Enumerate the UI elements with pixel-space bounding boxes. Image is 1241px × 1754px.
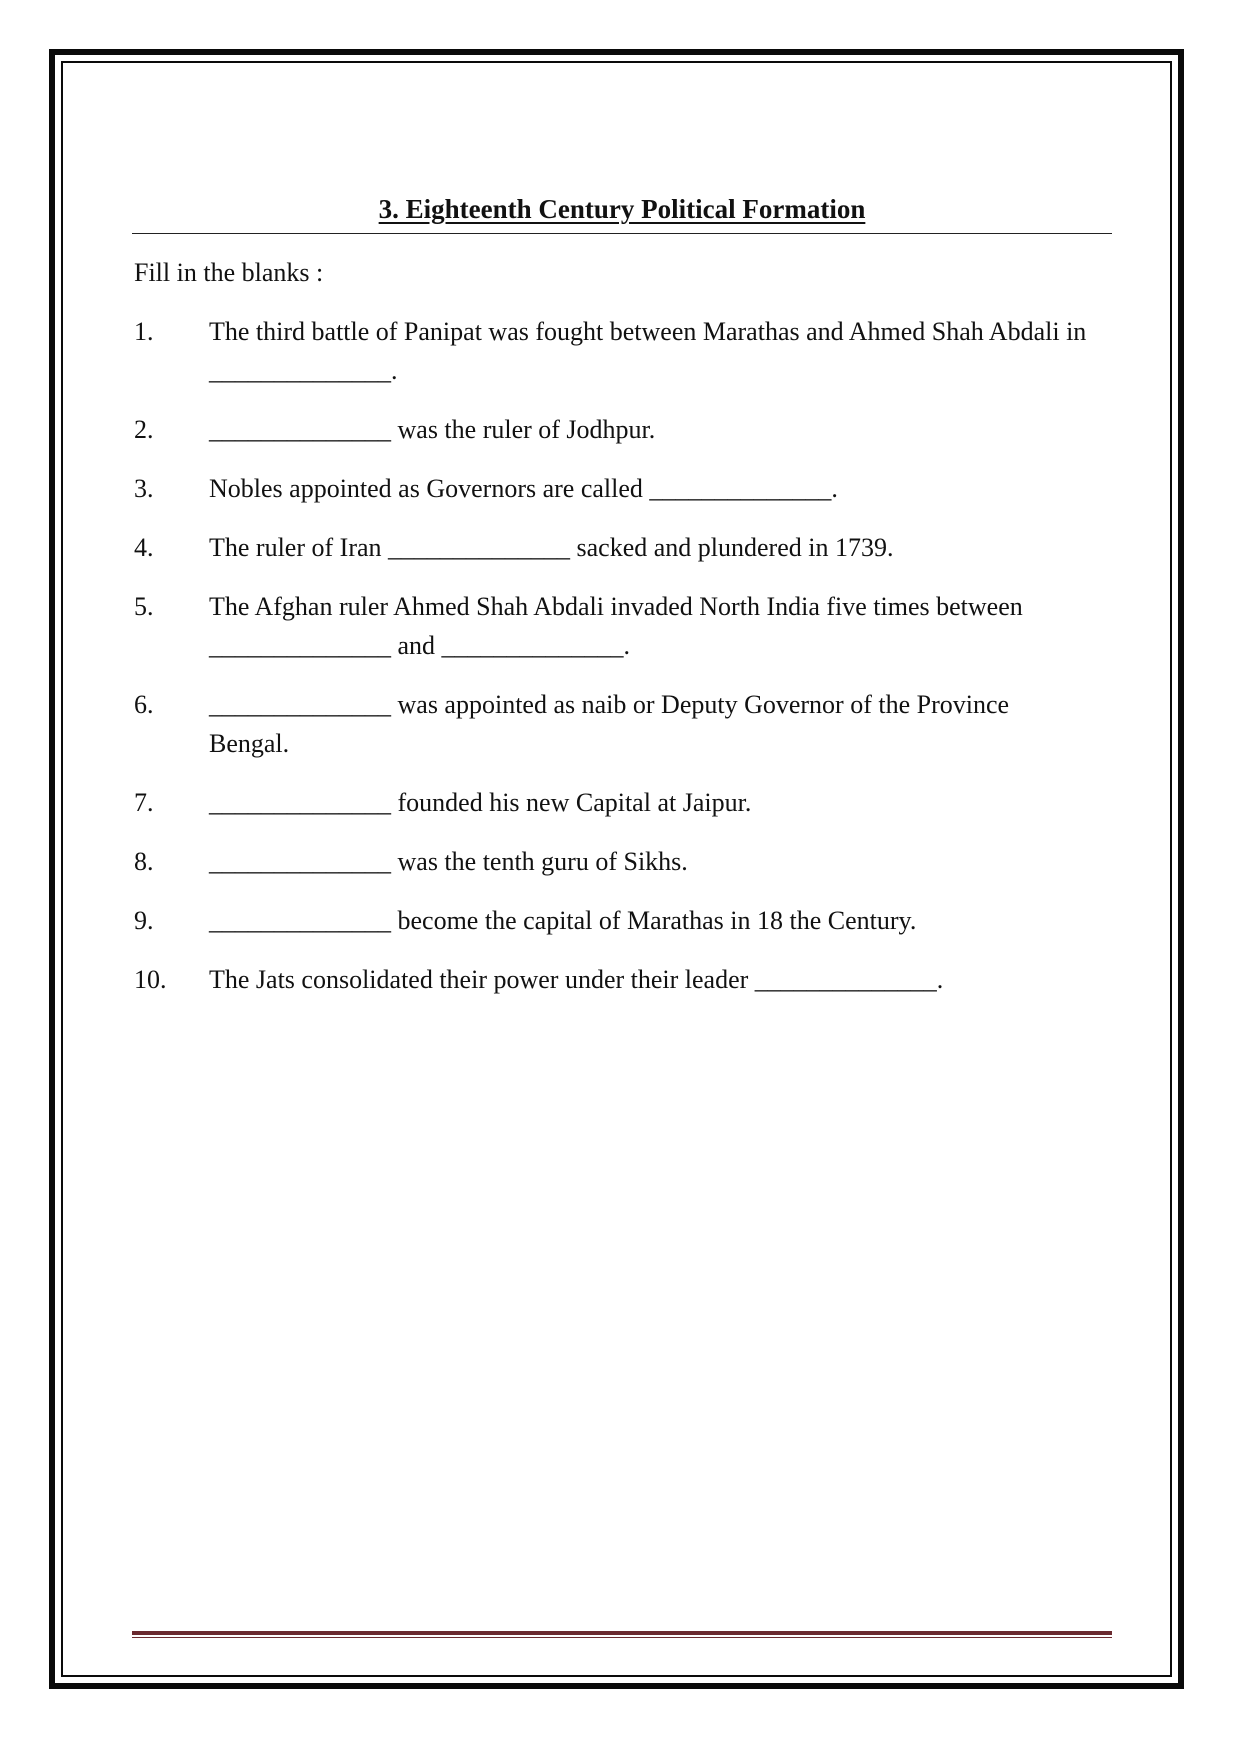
question-number: 4. — [134, 533, 154, 562]
question-text: The ruler of Iran ______________ sacked and plundered in 1739. — [209, 533, 894, 562]
question-text: ______________ become the capital of Marathas in 18 the Century. — [209, 906, 917, 935]
question-number: 6. — [134, 690, 154, 719]
question-list — [134, 312, 1094, 1019]
footer-divider-thick — [132, 1631, 1112, 1635]
page-title: 3. Eighteenth Century Political Formation — [378, 194, 866, 224]
title-divider — [132, 233, 1112, 234]
question-text: The Afghan ruler Ahmed Shah Abdali invaded North India five times between ______________ and ______________. — [209, 592, 1023, 660]
question-text: The third battle of Panipat was fought between Marathas and Ahmed Shah Abdali in ______________. — [209, 317, 1087, 385]
question-item-10 — [134, 960, 1094, 999]
question-text: ______________ was appointed as naib or Deputy Governor of the Province Bengal. — [209, 690, 1010, 758]
question-text: ______________ was the tenth guru of Sikhs. — [209, 847, 688, 876]
instruction-text: Fill in the blanks : — [134, 258, 324, 287]
question-text: ______________ was the ruler of Jodhpur. — [209, 415, 656, 444]
question-number: 8. — [134, 847, 154, 876]
question-item-4 — [134, 528, 1094, 567]
question-item-1 — [134, 312, 1094, 390]
question-text: Nobles appointed as Governors are called ______________. — [209, 474, 838, 503]
question-number: 10. — [134, 965, 167, 994]
question-number: 7. — [134, 788, 154, 817]
question-item-5 — [134, 587, 1094, 665]
footer-divider-thin — [132, 1637, 1112, 1638]
question-item-7 — [134, 783, 1094, 822]
question-item-6 — [134, 685, 1094, 763]
question-number: 1. — [134, 317, 154, 346]
question-item-3 — [134, 469, 1094, 508]
question-number: 2. — [134, 415, 154, 444]
question-item-9 — [134, 901, 1094, 940]
question-item-2 — [134, 410, 1094, 449]
question-number: 5. — [134, 592, 154, 621]
question-text: The Jats consolidated their power under their leader ______________. — [209, 965, 944, 994]
question-text: ______________ founded his new Capital at Jaipur. — [209, 788, 752, 817]
question-item-8 — [134, 842, 1094, 881]
question-number: 9. — [134, 906, 154, 935]
question-number: 3. — [134, 474, 154, 503]
